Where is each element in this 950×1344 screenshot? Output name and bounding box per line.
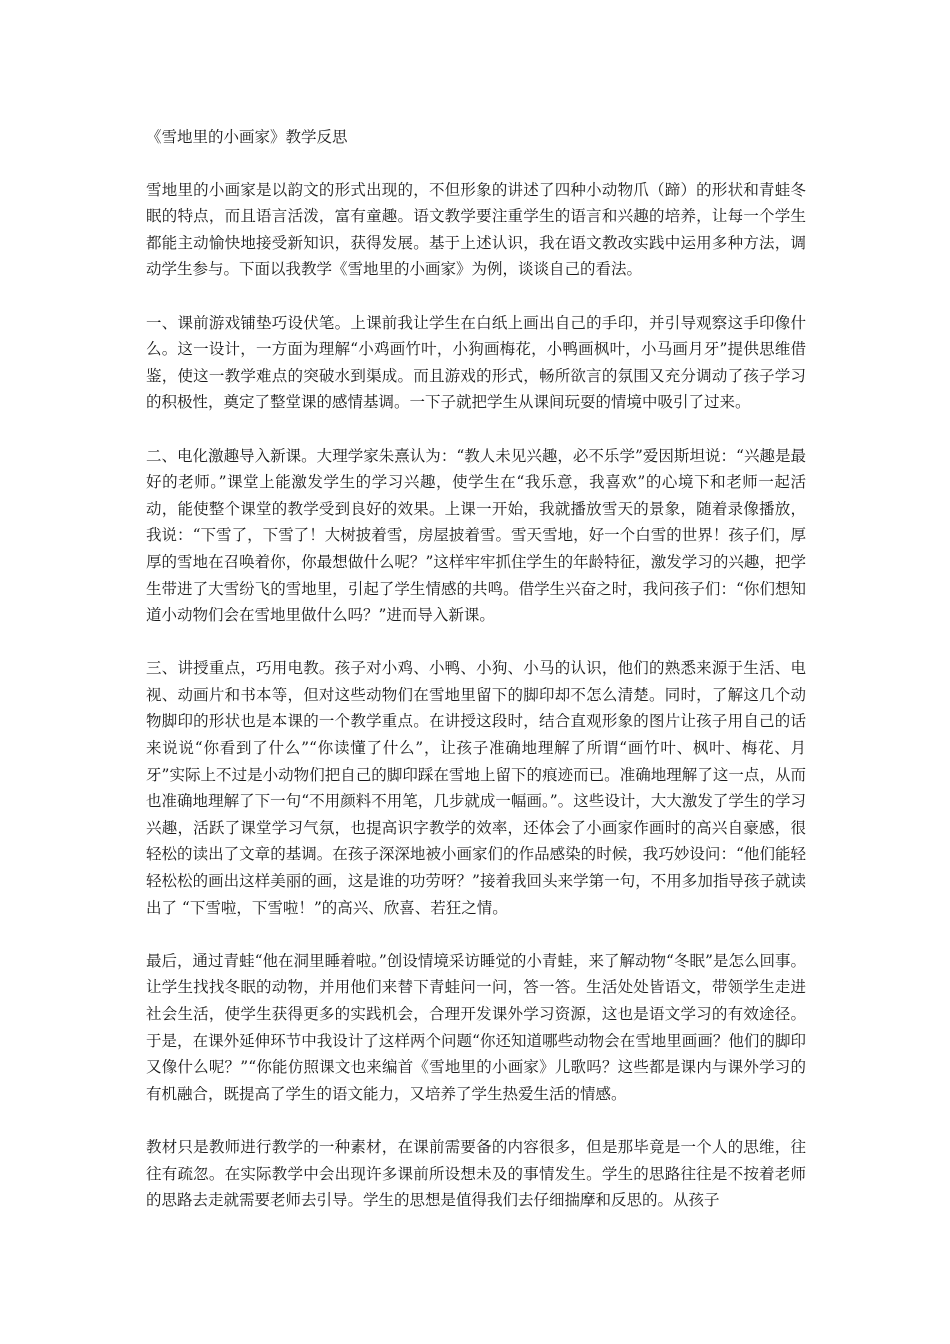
- paragraph-section-3: 三、讲授重点，巧用电教。孩子对小鸡、小鸭、小狗、小马的认识，他们的熟悉来源于生活、电视、动画片和书本等，但对这些动物们在雪地里留下的脚印却不怎么清楚。同时，了解这几个动物脚印的形状也是本课的一个教学重点。在讲授这段时，结合直观形象的图片让孩子用自己的话来说说“你看到了什么”“你读懂了什么”，让孩子准确地理解了所谓“画竹叶、枫叶、梅花、月牙”实际上不过是小动物们把自己的脚印踩在雪地上留下的痕迹而已。准确地理解了这一点，从而也准确地理解了下一句“不用颜料不用笔，几步就成一幅画。”。这些设计，大大激发了学生的学习兴趣，活跃了课堂学习气氛，也提高识字教学的效率，还体会了小画家作画时的高兴自豪感，很轻松的读出了文章的基调。在孩子深深地被小画家们的作品感染的时候，我巧妙设问：“他们能轻轻松松的画出这样美丽的画，这是谁的功劳呀？”接着我回头来学第一句，不用多加指导孩子就读出了 “下雪啦，下雪啦！”的高兴、欣喜、若狂之情。: [146, 659, 806, 917]
- paragraph-section-2: 二、电化激趣导入新课。大理学家朱熹认为：“教人未见兴趣，必不乐学”爱因斯坦说：“兴趣是最好的老师。”课堂上能激发学生的学习兴趣，使学生在“我乐意，我喜欢”的心境下和老师一起活动，能使整个课堂的教学受到良好的效果。上课一开始，我就播放雪天的景象，随着录像播放，我说：“下雪了，下雪了！大树披着雪，房屋披着雪。雪天雪地，好一个白雪的世界！孩子们，厚厚的雪地在召唤着你，你最想做什么呢？”这样牢牢抓住学生的年龄特征，激发学习的兴趣，把学生带进了大雪纷飞的雪地里，引起了学生情感的共鸣。借学生兴奋之时，我问孩子们：“你们想知道小动物们会在雪地里做什么吗？”进而导入新课。: [146, 446, 806, 625]
- paragraph-textbook: 教材只是教师进行教学的一种素材，在课前需要备的内容很多，但是那毕竟是一个人的思维，往往有疏忽。在实际教学中会出现许多课前所设想未及的事情发生。学生的思路往往是不按着老师的思路去走就需要老师去引导。学生的思想是值得我们去仔细揣摩和反思的。从孩子: [146, 1137, 806, 1210]
- paragraph-intro: 雪地里的小画家是以韵文的形式出现的，不但形象的讲述了四种小动物爪（蹄）的形状和青蛙冬眠的特点，而且语言活泼，富有童趣。语文教学要注重学生的语言和兴趣的培养，让每一个学生都能主动愉快地接受新知识，获得发展。基于上述认识，我在语文教改实践中运用多种方法，调动学生参与。下面以我教学《雪地里的小画家》为例，谈谈自己的看法。: [146, 180, 806, 279]
- paragraph-section-1: 一、课前游戏铺垫巧设伏笔。上课前我让学生在白纸上画出自己的手印，并引导观察这手印像什么。这一设计，一方面为理解“小鸡画竹叶，小狗画梅花，小鸭画枫叶，小马画月牙”提供思维借鉴，使这一教学难点的突破水到渠成。而且游戏的形式，畅所欲言的氛围又充分调动了孩子学习的积极性，奠定了整堂课的感情基调。一下子就把学生从课间玩耍的情境中吸引了过来。: [146, 313, 806, 412]
- paragraph-finally: 最后，通过青蛙“他在洞里睡着啦。”创设情境采访睡觉的小青蛙，来了解动物“冬眠”是怎么回事。让学生找找冬眠的动物，并用他们来替下青蛙问一问，答一答。生活处处皆语文，带领学生走进社会生活，使学生获得更多的实践机会，合理开发课外学习资源，这也是语文学习的有效途径。于是，在课外延伸环节中我设计了这样两个问题“你还知道哪些动物会在雪地里画画？他们的脚印又像什么呢？”“你能仿照课文也来编首《雪地里的小画家》儿歌吗？这些都是课内与课外学习的有机融合，既提高了学生的语文能力，又培养了学生热爱生活的情感。: [146, 951, 806, 1103]
- document-title: 《雪地里的小画家》教学反思: [146, 128, 348, 146]
- document-body: [146, 124, 806, 1240]
